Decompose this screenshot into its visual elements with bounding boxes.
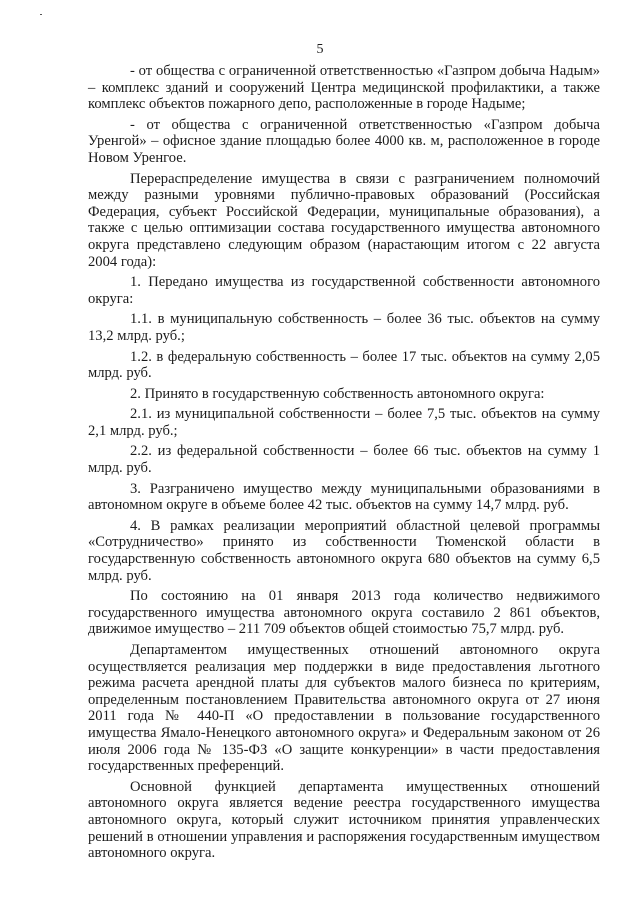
paragraph: По состоянию на 01 января 2013 года количество недвижимого государственного имущества автономного округа составило 2 861 объектов, движимое имущество – 211 709 объектов общей стоимостью 75,7 млрд. руб. [88,588,600,638]
paragraph: Перераспределение имущества в связи с разграничением полномочий между разными уровнями публично-правовых образований (Российская Федерация, субъект Российской Федерации, муниципальные образования), а также с целью оптимизации состава государственного имущества автономного округа представлено следующим образом (нарастающим итогом с 22 августа 2004 года): [88,170,600,270]
scan-mark [40,14,42,15]
document-body [88,63,600,866]
paragraph: 2.1. из муниципальной собственности – более 7,5 тыс. объектов на сумму 2,1 млрд. руб.; [88,406,600,439]
paragraph: Департаментом имущественных отношений автономного округа осуществляется реализация мер поддержки в виде предоставления льготного режима расчета арендной платы для субъектов малого бизнеса по критериям, определенным постановлением Правительства автономного округа от 27 июня 2011 года № 440-П «О предоставлении в пользование государственного имущества Ямало-Ненецкого автономного округа» и Федеральным законом от 26 июля 2006 года № 135-ФЗ «О защите конкуренции» в части предоставления государственных преференций. [88,642,600,775]
paragraph: - от общества с ограниченной ответственностью «Газпром добыча Надым» – комплекс зданий и сооружений Центра медицинской профилактики, а также комплекс объектов пожарного депо, расположенные в городе Надыме; [88,63,600,113]
paragraph: 4. В рамках реализации мероприятий областной целевой программы «Сотрудничество» принято из собственности Тюменской области в государственную собственность автономного округа 680 объектов на сумму 6,5 млрд. руб. [88,517,600,584]
paragraph: 1.2. в федеральную собственность – более 17 тыс. объектов на сумму 2,05 млрд. руб. [88,348,600,382]
paragraph: 2. Принято в государственную собственность автономного округа: [130,385,545,402]
paragraph: 1.1. в муниципальную собственность – более 36 тыс. объектов на сумму 13,2 млрд. руб.; [88,311,600,344]
paragraph: Основной функцией департамента имущественных отношений автономного округа является ведение реестра государственного имущества автономного округа, который служит источником принятия управленческих решений в отношении управления и распоряжения государственным имуществом автономного округа. [88,778,600,862]
paragraph: 2.2. из федеральной собственности – более 66 тыс. объектов на сумму 1 млрд. руб. [88,443,600,477]
page-number: 5 [316,42,324,57]
paragraph: 3. Разграничено имущество между муниципальными образованиями в автономном округе в объеме более 42 тыс. объектов на сумму 14,7 млрд. руб. [88,480,600,514]
paragraph: 1. Передано имущества из государственной собственности автономного округа: [88,274,600,307]
paragraph: - от общества с ограниченной ответственностью «Газпром добыча Уренгой» – офисное здание площадью более 4000 кв. м, расположенное в городе Новом Уренгое. [88,116,600,166]
